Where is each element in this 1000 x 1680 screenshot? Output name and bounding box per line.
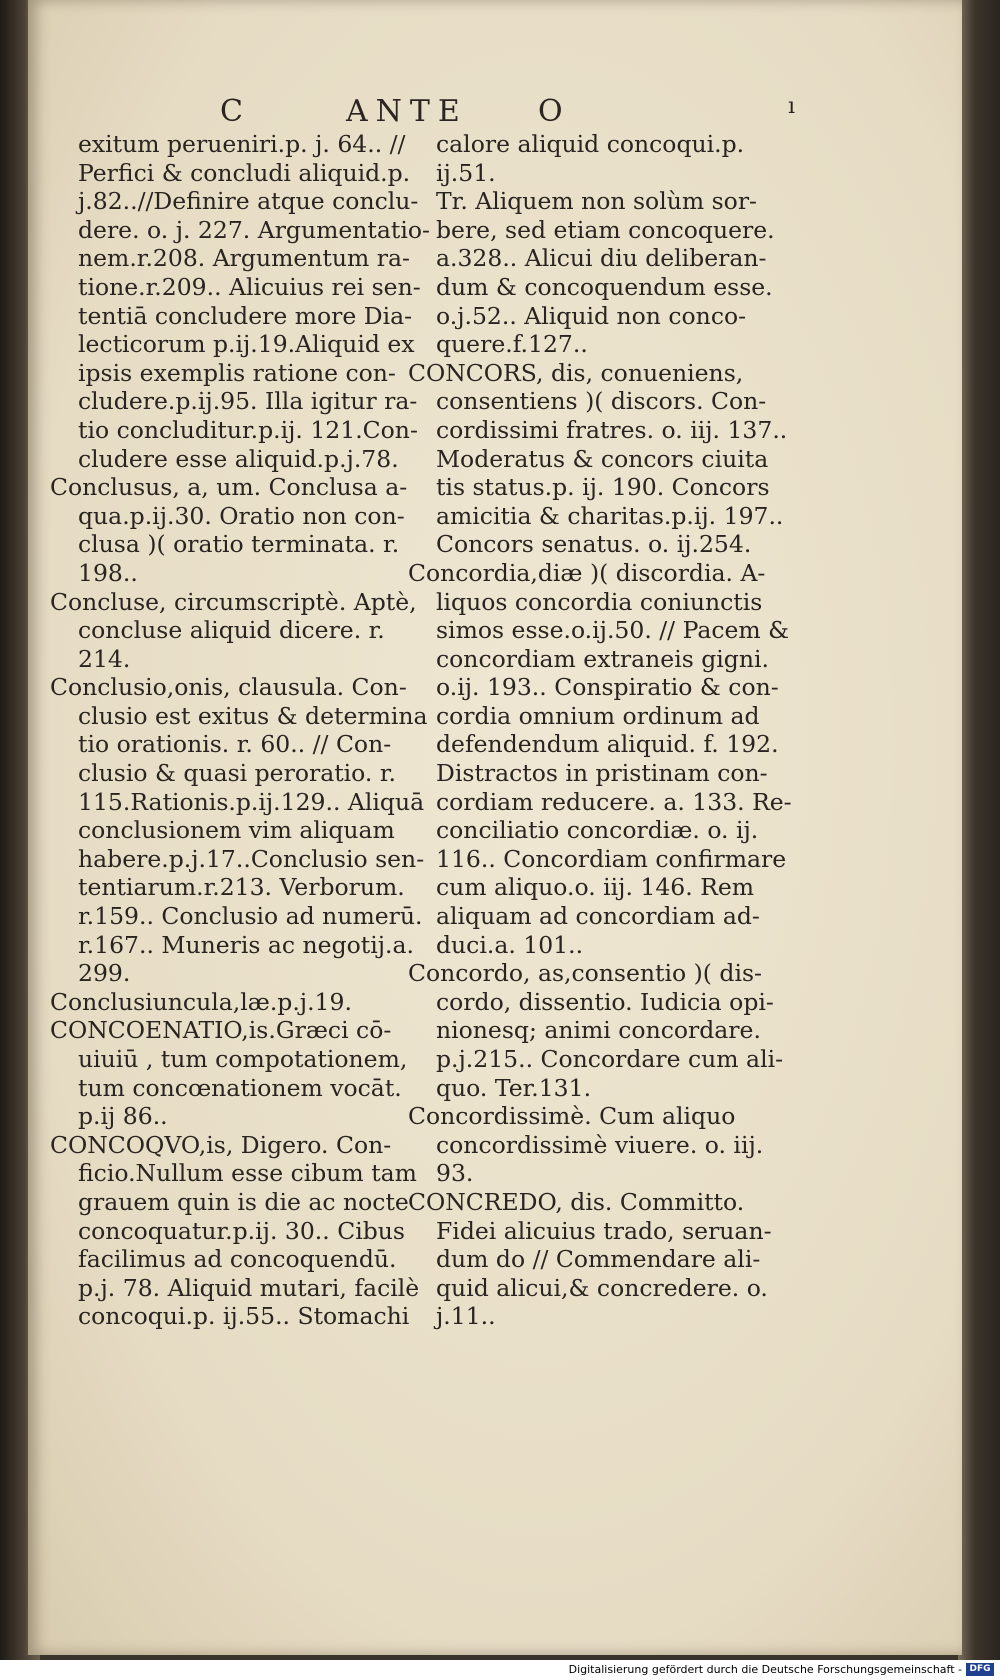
text-line: Distractos in pristinam con-	[436, 759, 768, 788]
text-line: r.167.. Muneris ac negotij.a.	[78, 930, 414, 959]
text-line: cordo, dissentio. Iudicia opi-	[436, 987, 774, 1016]
text-line: Moderatus & concors ciuita	[436, 444, 769, 473]
text-line: a.328.. Alicui diu deliberan-	[436, 244, 767, 273]
text-line: Tr. Aliquem non solùm sor-	[436, 187, 757, 216]
text-line: nionesq; animi concordare.	[436, 1016, 761, 1045]
text-line: nem.r.208. Argumentum ra-	[78, 244, 410, 273]
text-line: CONCREDO, dis. Committo.	[408, 1187, 745, 1216]
text-line: cludere esse aliquid.p.j.78.	[78, 444, 399, 473]
text-line: exitum perueniri.p. j. 64.. //	[78, 130, 406, 158]
text-line: 214.	[78, 644, 131, 673]
text-line: amicitia & charitas.p.ij. 197..	[436, 501, 784, 530]
header-mark: ı	[788, 94, 804, 119]
text-line: dum & concoquendum esse.	[436, 272, 773, 301]
text-line: tione.r.209.. Alicuius rei sen-	[78, 272, 421, 301]
text-line: tis status.p. ij. 190. Concors	[436, 473, 770, 502]
page	[26, 0, 962, 1655]
text-line: 115.Rationis.p.ij.129.. Aliquā	[78, 787, 425, 816]
text-line: qua.p.ij.30. Oratio non con-	[78, 501, 405, 530]
text-line: conclusionem vim aliquam	[78, 816, 395, 845]
right-column	[408, 130, 792, 1331]
text-line: cordia omnium ordinum ad	[436, 701, 760, 730]
text-line: simos esse.o.ij.50. // Pacem &	[436, 616, 790, 645]
footer-bar	[0, 1660, 1000, 1680]
text-line: calore aliquid concoqui.p.	[436, 130, 745, 158]
text-line: tio concluditur.p.ij. 121.Con-	[78, 415, 418, 444]
text-line: Conclusiuncula,læ.p.j.19.	[50, 987, 352, 1016]
left-column	[50, 130, 430, 1331]
text-line: CONCORS, dis, conueniens,	[408, 358, 744, 387]
text-line: facilimus ad concoquendū.	[78, 1245, 397, 1274]
text-line: Perfici & concludi aliquid.p.	[78, 158, 411, 187]
text-line: 93.	[436, 1159, 474, 1188]
text-line: tio orationis. r. 60.. // Con-	[78, 730, 392, 759]
text-line: Concordissimè. Cum aliquo	[408, 1102, 736, 1131]
text-line: quo. Ter.131.	[436, 1073, 592, 1102]
text-line: consentiens )( discors. Con-	[436, 387, 767, 416]
header-left-letter: C	[220, 94, 251, 129]
text-line: concordiam extraneis gigni.	[436, 644, 769, 673]
text-line: tentiā concludere more Dia-	[78, 301, 413, 330]
text-line: o.ij. 193.. Conspiratio & con-	[436, 673, 779, 702]
text-line: j.82..//Definire atque conclu-	[78, 187, 419, 216]
header-right-letter: O	[538, 94, 571, 129]
text-line: clusio est exitus & determina	[78, 701, 428, 730]
text-line: CONCOQVO,is, Digero. Con-	[50, 1130, 392, 1159]
text-line: p.j. 78. Aliquid mutari, facilè	[78, 1273, 420, 1302]
text-line: defendendum aliquid. f. 192.	[436, 730, 779, 759]
text-line: 116.. Concordiam confirmare	[436, 844, 787, 873]
text-line: dum do // Commendare ali-	[436, 1245, 761, 1274]
text-line: Concors senatus. o. ij.254.	[436, 530, 752, 559]
text-line: concoqui.p. ij.55.. Stomachi	[78, 1302, 410, 1331]
text-line: concluse aliquid dicere. r.	[78, 616, 385, 645]
text-line: duci.a. 101..	[436, 930, 584, 959]
text-line: habere.p.j.17..Conclusio sen-	[78, 844, 425, 873]
text-line: concoquatur.p.ij. 30.. Cibus	[78, 1216, 405, 1245]
dfg-logo: DFG	[966, 1663, 994, 1676]
text-line: Conclusio,onis, clausula. Con-	[50, 673, 407, 702]
text-line: quid alicui,& concredere. o.	[436, 1273, 768, 1302]
page-edge	[958, 0, 1000, 1660]
text-line: Conclusus, a, um. Conclusa a-	[50, 473, 408, 502]
text-line: uiuiū , tum compotationem,	[78, 1045, 408, 1073]
text-line: tentiarum.r.213. Verborum.	[78, 873, 405, 902]
text-line: bere, sed etiam concoquere.	[436, 215, 775, 244]
text-line: ij.51.	[436, 158, 496, 187]
text-line: j.11..	[436, 1302, 496, 1331]
text-line: 198..	[78, 558, 138, 587]
text-line: clusa )( oratio terminata. r.	[78, 530, 400, 559]
text-line: Concluse, circumscriptè. Aptè,	[50, 587, 417, 616]
text-line: cludere.p.ij.95. Illa igitur ra-	[78, 387, 418, 416]
text-line: Concordo, as,consentio )( dis-	[408, 959, 762, 988]
text-line: p.ij 86..	[78, 1102, 168, 1131]
text-line: Concordia,diæ )( discordia. A-	[408, 558, 766, 587]
text-line: conciliatio concordiæ. o. ij.	[436, 816, 759, 845]
text-line: 299.	[78, 959, 131, 988]
header-center-word: ANTE	[346, 94, 468, 129]
text-line: clusio & quasi peroratio. r.	[78, 759, 396, 788]
text-line: ficio.Nullum esse cibum tam	[78, 1159, 417, 1188]
text-line: r.159.. Conclusio ad numerū.	[78, 902, 423, 931]
text-line: concordissimè viuere. o. iij.	[436, 1130, 764, 1159]
text-line: cordissimi fratres. o. iij. 137..	[436, 415, 788, 444]
text-line: dere. o. j. 227. Argumentatio-	[78, 215, 430, 244]
text-line: ipsis exemplis ratione con-	[78, 358, 396, 387]
text-line: o.j.52.. Aliquid non conco-	[436, 301, 747, 330]
text-line: grauem quin is die ac nocte	[78, 1187, 409, 1216]
text-line: lecticorum p.ij.19.Aliquid ex	[78, 330, 415, 359]
text-line: quere.f.127..	[436, 330, 588, 359]
running-header	[28, 94, 962, 134]
text-line: cum aliquo.o. iij. 146. Rem	[436, 873, 755, 902]
text-line: CONCOENATIO,is.Græci cō-	[50, 1016, 392, 1045]
text-line: Fidei alicuius trado, seruan-	[436, 1216, 772, 1245]
footer-credit: Digitalisierung gefördert durch die Deutsche Forschungsgemeinschaft -	[568, 1663, 962, 1676]
text-line: p.j.215.. Concordare cum ali-	[436, 1045, 784, 1073]
text-line: aliquam ad concordiam ad-	[436, 902, 760, 931]
text-line: tum concœnationem vocāt.	[78, 1073, 402, 1102]
text-line: liquos concordia coniunctis	[436, 587, 763, 616]
text-line: cordiam reducere. a. 133. Re-	[436, 787, 792, 816]
